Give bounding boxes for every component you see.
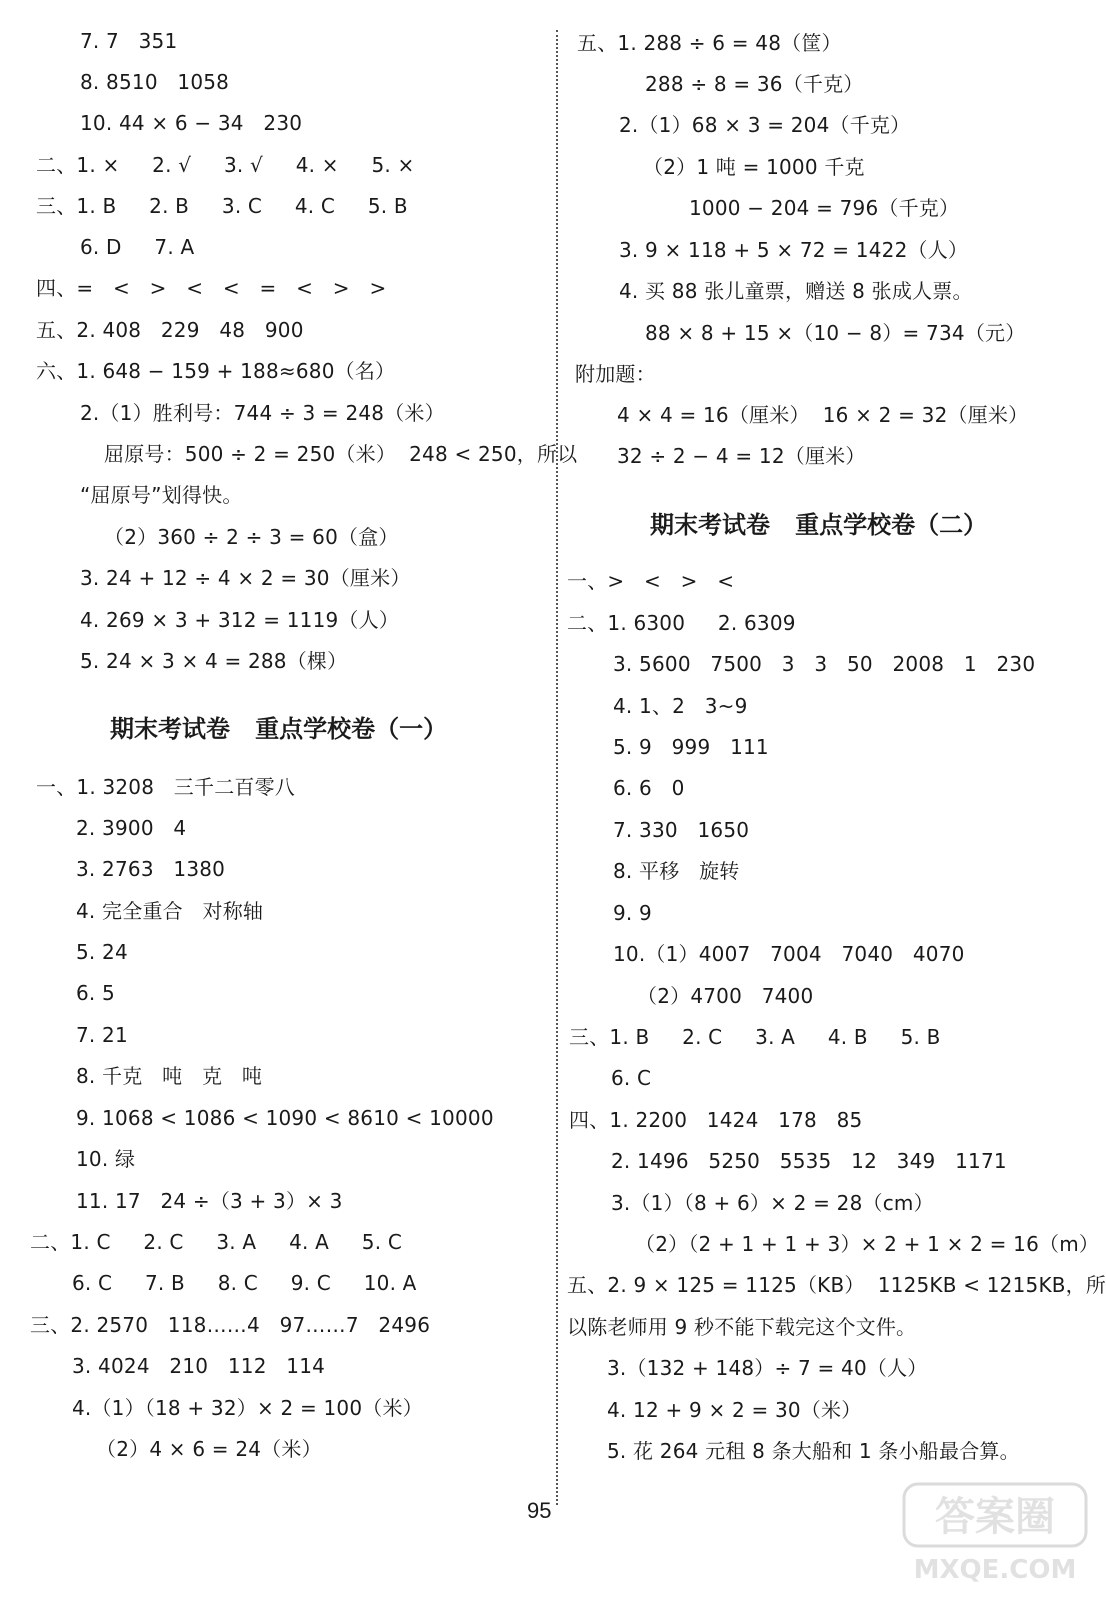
answer-line: 附加题： — [575, 362, 656, 386]
answer-line: 7. 330 1650 — [613, 818, 750, 842]
answer-line: 4 × 4 = 16（厘米） 16 × 2 = 32（厘米） — [617, 403, 1029, 427]
answer-line: 三、2. 2570 118……4 97……7 2496 — [30, 1313, 431, 1337]
answer-line: 10.（1）4007 7004 7040 4070 — [613, 942, 965, 966]
answer-line: 四、= < > < < = < > > — [36, 276, 387, 300]
answer-line: 二、1. × 2. √ 3. √ 4. × 5. × — [36, 153, 415, 177]
answer-line: 4.（1）（18 + 32）× 2 = 100（米） — [72, 1396, 423, 1420]
answer-line: 8. 8510 1058 — [80, 70, 230, 94]
answer-line: （2）4700 7400 — [637, 984, 814, 1008]
answer-line: 以陈老师用 9 秒不能下载完这个文件。 — [567, 1315, 917, 1339]
answer-line: 3. 9 × 118 + 5 × 72 = 1422（人） — [619, 238, 969, 262]
section-heading: 期末考试卷 重点学校卷（二） — [650, 511, 988, 539]
answer-line: 五、2. 9 × 125 = 1125（KB） 1125KB < 1215KB，所 — [567, 1273, 1106, 1297]
answer-line: “屈原号”划得快。 — [80, 483, 243, 507]
answer-line: 3. 4024 210 112 114 — [72, 1354, 326, 1378]
answer-line: 二、1. C 2. C 3. A 4. A 5. C — [30, 1230, 403, 1254]
page-number: 95 — [527, 1498, 552, 1523]
answer-line: 5. 24 — [76, 940, 128, 964]
answer-line: 8. 千克 吨 克 吨 — [76, 1064, 263, 1088]
answer-line: 4. 269 × 3 + 312 = 1119（人） — [80, 608, 400, 632]
answer-line: 4. 12 + 9 × 2 = 30（米） — [607, 1398, 862, 1422]
answer-line: 5. 9 999 111 — [613, 735, 769, 759]
answer-line: 2. 1496 5250 5535 12 349 1171 — [611, 1149, 1007, 1173]
answer-line: 3.（1）（8 + 6）× 2 = 28（cm） — [611, 1191, 934, 1215]
answer-line: 3.（132 + 148）÷ 7 = 40（人） — [607, 1356, 928, 1380]
answer-line: 三、1. B 2. C 3. A 4. B 5. B — [569, 1025, 941, 1049]
answer-line: 10. 绿 — [76, 1147, 136, 1171]
answer-line: 9. 9 — [613, 901, 652, 925]
answer-line: 3. 24 + 12 ÷ 4 × 2 = 30（厘米） — [80, 566, 411, 590]
answer-line: 6. C — [611, 1066, 652, 1090]
answer-line: 五、2. 408 229 48 900 — [36, 318, 304, 342]
answer-line: 二、1. 6300 2. 6309 — [567, 611, 796, 635]
answer-line: 屈原号：500 ÷ 2 = 250（米） 248 < 250，所以 — [104, 442, 578, 466]
answer-line: 5. 24 × 3 × 4 = 288（棵） — [80, 649, 348, 673]
answer-line: （2）（2 + 1 + 1 + 3）× 2 + 1 × 2 = 16（m） — [635, 1232, 1100, 1256]
answer-line: 6. C 7. B 8. C 9. C 10. A — [72, 1271, 417, 1295]
answer-line: 3. 5600 7500 3 3 50 2008 1 230 — [613, 652, 1036, 676]
answer-line: 2. 3900 4 — [76, 816, 187, 840]
answer-line: （2）360 ÷ 2 ÷ 3 = 60（盒） — [104, 525, 399, 549]
answer-line: 4. 1、2 3~9 — [613, 694, 748, 718]
answer-line: 4. 完全重合 对称轴 — [76, 899, 264, 923]
answer-line: 4. 买 88 张儿童票，赠送 8 张成人票。 — [619, 279, 973, 303]
column-divider — [556, 30, 558, 1505]
watermark-logo — [900, 1480, 1090, 1590]
answer-line: 32 ÷ 2 − 4 = 12（厘米） — [617, 444, 866, 468]
answer-line: （2）1 吨 = 1000 千克 — [643, 155, 865, 179]
answer-line: 7. 21 — [76, 1023, 128, 1047]
answer-line: 一、1. 3208 三千二百零八 — [36, 775, 296, 799]
answer-line: 3. 2763 1380 — [76, 857, 226, 881]
answer-line: 6. D 7. A — [80, 235, 195, 259]
answer-line: 6. 5 — [76, 981, 115, 1005]
answer-line: 6. 6 0 — [613, 776, 685, 800]
answer-line: 1000 − 204 = 796（千克） — [689, 196, 960, 220]
answer-line: 2.（1）胜利号：744 ÷ 3 = 248（米） — [80, 401, 445, 425]
answer-line: 88 × 8 + 15 ×（10 − 8）= 734（元） — [645, 321, 1026, 345]
answer-line: 2.（1）68 × 3 = 204（千克） — [619, 113, 911, 137]
answer-line: 8. 平移 旋转 — [613, 859, 740, 883]
watermark-bottom-text: MXQE.COM — [913, 1555, 1077, 1585]
answer-line: 四、1. 2200 1424 178 85 — [569, 1108, 863, 1132]
answer-line: 11. 17 24 ÷（3 + 3）× 3 — [76, 1189, 343, 1213]
answer-line: 三、1. B 2. B 3. C 4. C 5. B — [36, 194, 408, 218]
section-heading: 期末考试卷 重点学校卷（一） — [110, 715, 448, 743]
answer-line: （2）4 × 6 = 24（米） — [96, 1437, 322, 1461]
answer-line: 一、> < > < — [567, 569, 735, 593]
answer-line: 9. 1068 < 1086 < 1090 < 8610 < 10000 — [76, 1106, 494, 1130]
answer-line: 7. 7 351 — [80, 29, 178, 53]
answer-line: 五、1. 288 ÷ 6 = 48（筐） — [577, 31, 842, 55]
answer-line: 5. 花 264 元租 8 条大船和 1 条小船最合算。 — [607, 1439, 1020, 1463]
watermark-top-text: 答案圈 — [935, 1494, 1055, 1540]
answer-line: 10. 44 × 6 − 34 230 — [80, 111, 303, 135]
answer-line: 288 ÷ 8 = 36（千克） — [645, 72, 864, 96]
answer-line: 六、1. 648 − 159 + 188≈680（名） — [36, 359, 396, 383]
